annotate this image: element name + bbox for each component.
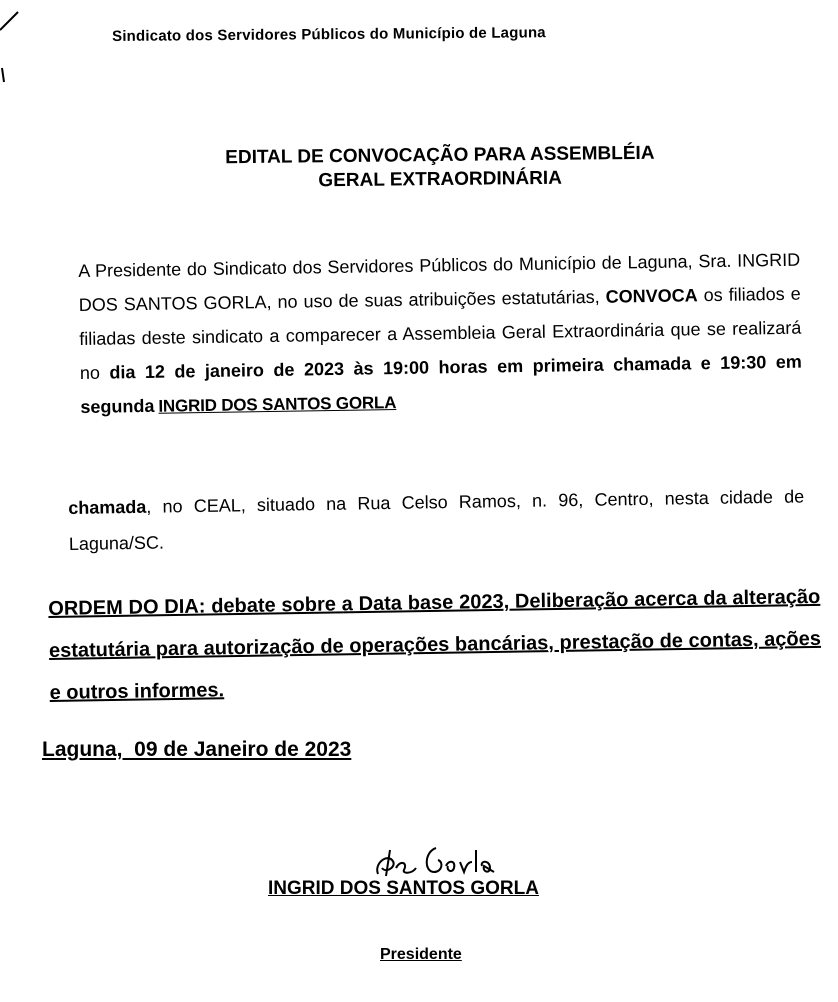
- inline-name-stamp: INGRID DOS SANTOS GORLA: [158, 393, 397, 416]
- paragraph-part-3: , no CEAL, situado na Rua Celso Ramos, n. 96, Centro, nesta cidade de Laguna/SC.: [68, 486, 805, 554]
- paragraph-part-1: A Presidente do Sindicato dos Servidores Públicos do Município de Laguna, Sra. INGRID DOS SANTOS GORLA, no uso de suas atribuições estatutárias,: [78, 249, 801, 315]
- title-line-1: EDITAL DE CONVOCAÇÃO PARA ASSEMBLÉIA: [225, 142, 655, 169]
- edital-title: [130, 141, 750, 195]
- meeting-date: dia 12 de janeiro de 2023 às 19:00 horas em primeira chamada e 19:30 em segunda: [80, 351, 802, 417]
- agenda-paragraph: ORDEM DO DIA: debate sobre a Data base 2023, Deliberação acerca da alteração estatutária para autorização de operações bancárias, prestação de contas, ações e outros informes.: [48, 585, 822, 704]
- scan-edge-mark: [0, 0, 30, 90]
- convocation-paragraph: [78, 243, 803, 425]
- place-date: Laguna, 09 de Janeiro de 2023: [42, 738, 352, 761]
- convoca-word: CONVOCA: [605, 285, 698, 307]
- signatory-name: INGRID DOS SANTOS GORLA: [268, 878, 539, 899]
- union-header: Sindicato dos Servidores Públicos do Município de Laguna: [112, 24, 546, 45]
- title-line-2: GERAL EXTRAORDINÁRIA: [318, 167, 562, 192]
- convocation-paragraph-continued: [68, 478, 805, 562]
- paragraph-part-2: os filiados e filiadas deste sindicato a comparecer a Assembleia Geral Extraordinária que se realizará no: [79, 283, 802, 383]
- chamada-word: chamada: [68, 496, 147, 518]
- signatory-role: Presidente: [380, 946, 462, 963]
